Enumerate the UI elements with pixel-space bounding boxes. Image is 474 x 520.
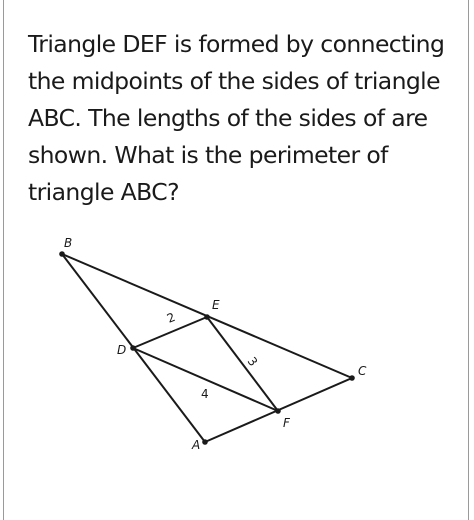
question-line-1: Triangle DEF is formed by connecting	[28, 30, 445, 58]
vertex-a-dot	[202, 439, 208, 445]
side-de-length: 2	[164, 309, 178, 326]
vertex-b-label: B	[64, 236, 73, 250]
side-ef-length: 3	[244, 354, 261, 369]
vertex-b-dot	[59, 251, 65, 257]
question-line-3: ABC. The lengths of the sides of are	[28, 104, 428, 132]
vertex-f-dot	[275, 408, 281, 414]
vertex-c-label: C	[358, 364, 367, 378]
question-line-2: the midpoints of the sides of triangle	[28, 67, 440, 95]
vertex-c-dot	[349, 375, 355, 381]
vertex-a-label: A	[192, 438, 201, 452]
vertex-f-label: F	[283, 416, 290, 430]
side-df-length: 4	[201, 387, 209, 401]
vertex-e-label: E	[212, 298, 220, 312]
question-line-5: triangle ABC?	[28, 178, 179, 206]
vertex-d-dot	[130, 345, 136, 351]
vertex-e-dot	[204, 314, 210, 320]
question-line-4: shown. What is the perimeter of	[28, 141, 388, 169]
vertex-d-label: D	[117, 343, 127, 357]
